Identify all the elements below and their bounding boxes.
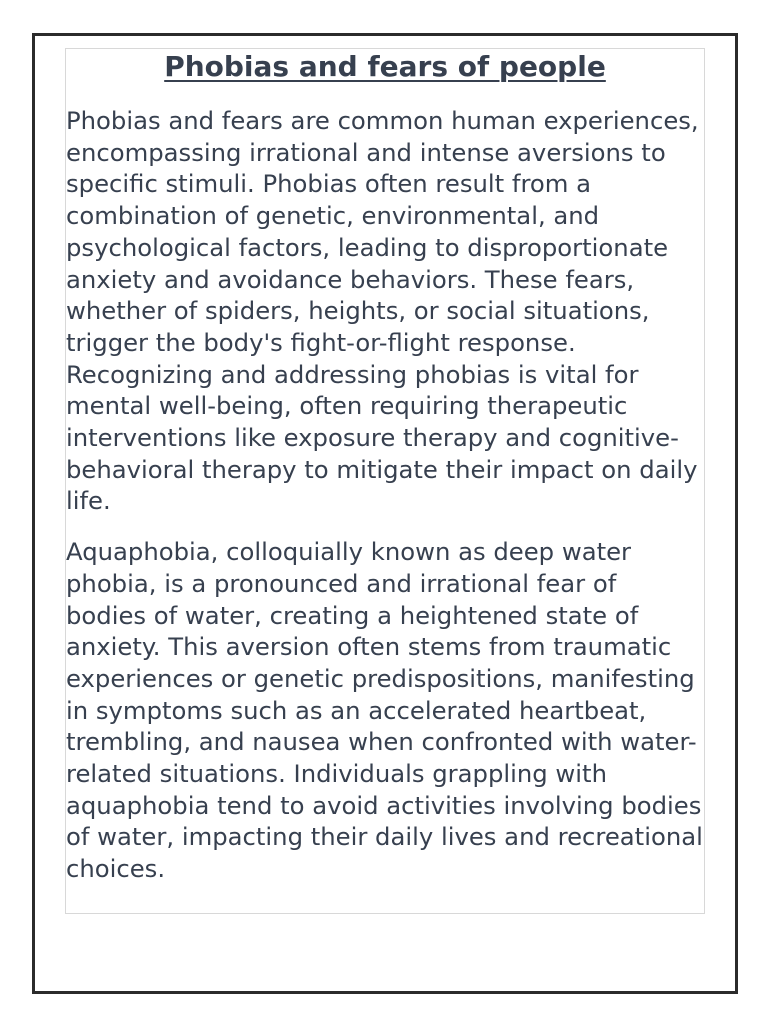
document-content [65, 48, 705, 914]
page-frame [32, 33, 738, 994]
paragraph-aquaphobia: Aquaphobia, colloquially known as deep water phobia, is a pronounced and irrational fear of bodies of water, creating a heightened state of anxiety. This aversion often stems from traumatic experiences or genetic predispositions, manifesting in symptoms such as an accelerated heartbeat, trembling, and nausea when confronted with water-related situations. Individuals grappling with aquaphobia tend to avoid activities involving bodies of water, impacting their daily lives and recreational choices. [66, 537, 703, 884]
paragraph-phobias-overview: Phobias and fears are common human experiences, encompassing irrational and intense aversions to specific stimuli. Phobias often result from a combination of genetic, environmental, and psychological factors, leading to disproportionate anxiety and avoidance behaviors. These fears, whether of spiders, heights, or social situations, trigger the body's fight-or-flight response. Recognizing and addressing phobias is vital for mental well-being, often requiring therapeutic interventions like exposure therapy and cognitive-behavioral therapy to mitigate their impact on daily life. [66, 106, 699, 516]
document-title [66, 49, 704, 83]
document-title-text: Phobias and fears of people [164, 50, 606, 83]
